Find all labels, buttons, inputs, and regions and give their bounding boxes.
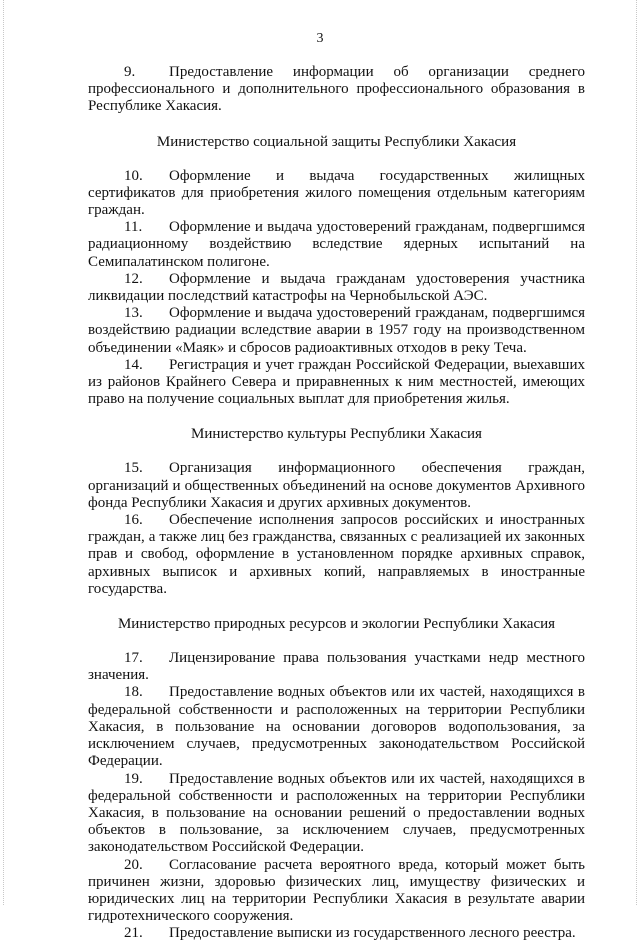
list-item (88, 64, 585, 116)
item-number: 18. (124, 684, 143, 701)
list-item (88, 857, 585, 926)
item-number: 13. (124, 305, 143, 322)
list-item (88, 305, 585, 357)
list-item (88, 357, 585, 409)
item-number: 10. (124, 167, 143, 184)
list-item (88, 650, 585, 684)
list-item (88, 925, 585, 942)
list-item (88, 219, 585, 271)
list-item (88, 271, 585, 305)
page-edge-left (3, 0, 4, 905)
item-number: 19. (124, 770, 143, 787)
item-text: Предоставление информации об организации среднего профессионального и дополнительного профессионального образования в Республике Хакасия. (88, 64, 585, 115)
document-body (88, 64, 585, 943)
item-text: Оформление и выдача удостоверений гражданам, подвергшимся воздействию радиации вследствие аварии в 1957 году на производственном объединении «Маяк» и сбросов радиоактивных отходов в реку Теча. (88, 305, 585, 356)
item-number: 20. (124, 856, 143, 873)
item-text: Оформление и выдача гражданам удостоверения участника ликвидации последствий катастрофы на Чернобыльской АЭС. (88, 270, 585, 305)
page-number: 3 (316, 31, 324, 46)
list-item (88, 168, 585, 220)
list-item (88, 460, 585, 512)
item-text: Организация информационного обеспечения граждан, организаций и общественных объединений на основе документов Архивного фонда Республики Хакасия и других архивных документов. (88, 460, 585, 511)
section-heading: Министерство социальной защиты Республики Хакасия (156, 133, 517, 150)
item-text: Предоставление выписки из государственного лесного реестра. (169, 925, 576, 942)
list-item (88, 512, 585, 598)
section-heading: Министерство культуры Республики Хакасия (191, 426, 482, 443)
section-heading: Министерство природных ресурсов и экологии Республики Хакасия (117, 616, 556, 633)
item-number: 11. (124, 219, 143, 236)
item-text: Лицензирование права пользования участками недр местного значения. (88, 650, 585, 684)
list-item (88, 684, 585, 770)
item-text: Оформление и выдача государственных жилищных сертификатов для приобретения жилого помещения отдельным категориям граждан. (88, 167, 585, 219)
page-edge-right (636, 0, 637, 905)
item-text: Предоставление водных объектов или их частей, находящихся в федеральной собственности и расположенных на территории Республики Хакасия, в пользование на основании решений о предоставлении водных объектов в пользование, за исключением случаев, предусмотренных законодательством Российской Федерации. (88, 770, 585, 856)
item-text: Предоставление водных объектов или их частей, находящихся в федеральной собственности и расположенных на территории Республики Хакасия, в пользование на основании договоров водопользования, за исключением случаев, предусмотренных законодательством Российской Федерации. (88, 684, 585, 770)
item-number: 21. (124, 925, 143, 942)
list-item (88, 771, 585, 857)
item-number: 16. (124, 512, 143, 529)
item-text: Согласование расчета вероятного вреда, который может быть причинен жизни, здоровью физических лиц, имуществу физических и юридических лиц на территории Республики Хакасия в результате аварии гидротехнического сооружения. (88, 856, 585, 925)
item-text: Оформление и выдача удостоверений гражданам, подвергшимся радиационному воздействию вследствие ядерных испытаний на Семипалатинском полигоне. (88, 219, 585, 270)
item-text: Регистрация и учет граждан Российской Федерации, выехавших из районов Крайнего Севера и приравненных к ним местностей, имеющих право на получение социальных выплат для приобретения жилья. (88, 356, 585, 408)
item-number: 14. (124, 356, 143, 373)
item-number: 9. (124, 64, 136, 80)
item-number: 15. (124, 460, 143, 477)
item-text: Обеспечение исполнения запросов российских и иностранных граждан, а также лиц без гражданства, связанных с реализацией их законных прав и свобод, оформление в установленном порядке архивных справок, архивных выписок и архивных копий, направляемых в иностранные государства. (88, 512, 585, 597)
item-number: 12. (124, 270, 143, 287)
item-number: 17. (124, 650, 143, 667)
